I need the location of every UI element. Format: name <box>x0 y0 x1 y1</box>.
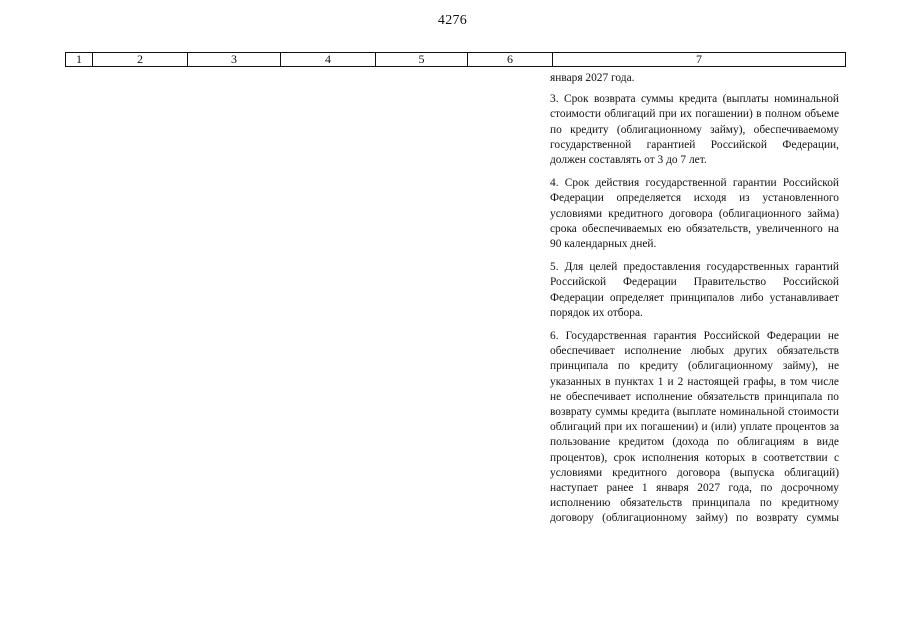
continuation-line: января 2027 года. <box>550 72 635 84</box>
column-number-2: 2 <box>93 53 188 67</box>
column-number-header-table <box>65 52 846 67</box>
column-number-3: 3 <box>188 53 281 67</box>
paragraph-3: 3. Срок возврата суммы кредита (выплаты номинальной стоимости облигаций при их погашении) в полном объеме по кредиту (облигационному займу), обеспечиваемому государственной гарантией Российской Федерации, должен составлять от 3 до 7 лет. <box>550 93 839 167</box>
column-number-5: 5 <box>376 53 468 67</box>
column-7-text <box>550 71 839 527</box>
page-number: 4276 <box>437 13 468 28</box>
paragraph-4: 4. Срок действия государственной гарантии Российской Федерации определяется исходя из установленного условиями кредитного договора (облигационного займа) срока обеспечиваемых ею обязательств, увеличенного на 90 календарных дней. <box>550 177 839 251</box>
column-number-6: 6 <box>468 53 553 67</box>
column-number-4: 4 <box>281 53 376 67</box>
paragraph-6: 6. Государственная гарантия Российской Федерации не обеспечивает исполнение любых других обязательств принципала по кредиту (облигационному займу), не указанных в пунктах 1 и 2 настоящей графы, в том числе не обеспечивает исполнение обязательств принципала по возврату суммы кредита (выплате номинальной стоимости облигаций при их погашении) и (или) уплате процентов за пользование кредитом (дохода по облигациям в виде процентов), срок исполнения которых в соответствии с условиями кредитного договора (выпуска облигаций) наступает ранее 1 января 2027 года, по досрочному исполнению обязательств принципала по кредитному договору (облигационному займу) по возврату суммы <box>550 330 839 525</box>
column-number-1: 1 <box>66 53 93 67</box>
paragraph-5: 5. Для целей предоставления государственных гарантий Российской Федерации Правительство Российской Федерации определяет принципалов либо устанавливает порядок их отбора. <box>550 261 839 319</box>
column-number-7: 7 <box>553 53 846 67</box>
header-row <box>66 53 846 67</box>
